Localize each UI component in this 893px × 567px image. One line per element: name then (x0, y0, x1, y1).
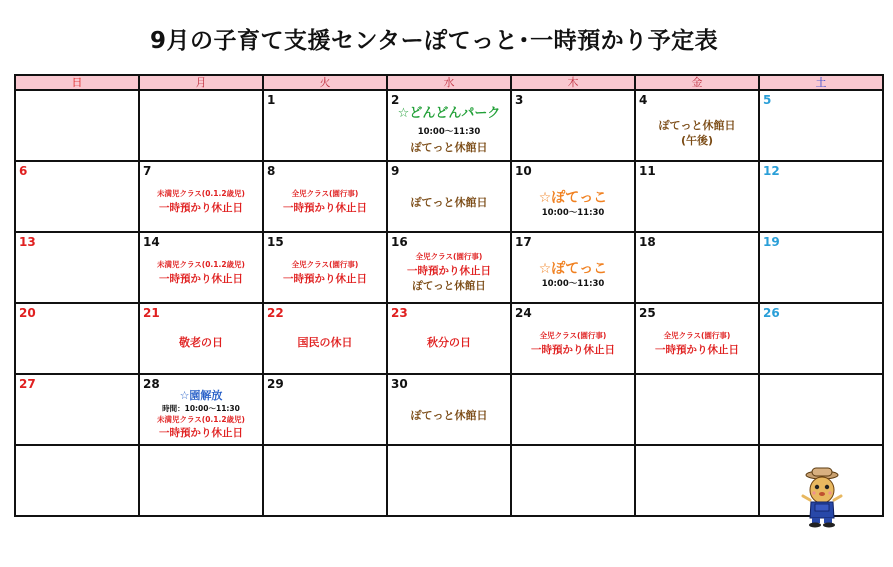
day-cell-23 (387, 303, 511, 374)
event-zenji-class: 全児クラス(園行事) (415, 252, 483, 261)
event-closed: ぽてっと休館日 (410, 196, 488, 209)
day-number: 4 (639, 93, 648, 107)
day-cell-6 (15, 161, 139, 232)
day-number: 27 (19, 377, 36, 391)
day-number: 23 (391, 306, 408, 320)
weekday-sun: 日 (15, 75, 139, 90)
day-cell-16 (387, 232, 511, 303)
event-closed: ぽてっと休館日 (658, 119, 736, 132)
day-number: 12 (763, 164, 780, 178)
day-cell-27 (15, 374, 139, 445)
event-enkaiho: ☆園解放 (179, 389, 223, 402)
weekday-header-row (15, 75, 883, 90)
day-number: 3 (515, 93, 524, 107)
event-ichiji-stop: 一時預かり休止日 (159, 202, 243, 214)
day-cell-19 (759, 232, 883, 303)
day-cell-26 (759, 303, 883, 374)
day-cell-15 (263, 232, 387, 303)
day-cell-empty (511, 374, 635, 445)
event-mimanji-class: 未満児クラス(0.1.2歳児) (157, 260, 245, 269)
day-number: 1 (267, 93, 276, 107)
day-number: 18 (639, 235, 656, 249)
day-number: 16 (391, 235, 408, 249)
day-number: 11 (639, 164, 656, 178)
event-zenji-class: 全児クラス(園行事) (291, 260, 359, 269)
week-row (15, 161, 883, 232)
event-ichiji-stop: 一時預かり休止日 (655, 344, 739, 356)
day-number: 26 (763, 306, 780, 320)
event-closed: ぽてっと休館日 (410, 141, 488, 154)
event-potekko: ☆ぽてっこ (538, 261, 608, 277)
day-cell-24 (511, 303, 635, 374)
event-holiday-keiro: 敬老の日 (179, 336, 223, 349)
event-holiday-shubun: 秋分の日 (427, 336, 471, 349)
day-number: 6 (19, 164, 28, 178)
day-cell-14 (139, 232, 263, 303)
day-cell-5 (759, 90, 883, 161)
event-zenji-class: 全児クラス(園行事) (663, 331, 731, 340)
day-number: 5 (763, 93, 772, 107)
day-cell-21 (139, 303, 263, 374)
potato-mascot-icon (800, 466, 844, 528)
day-cell-4 (635, 90, 759, 161)
day-cell-1 (263, 90, 387, 161)
event-dondon-park: ☆どんどんパーク (397, 106, 501, 121)
day-cell-22 (263, 303, 387, 374)
day-cell-empty (511, 445, 635, 516)
day-number: 29 (267, 377, 284, 391)
weekday-wed: 水 (387, 75, 511, 90)
event-ichiji-stop: 一時預かり休止日 (407, 265, 491, 277)
weekday-sat: 土 (759, 75, 883, 90)
day-number: 14 (143, 235, 160, 249)
day-cell-17 (511, 232, 635, 303)
event-zenji-class: 全児クラス(園行事) (539, 331, 607, 340)
day-number: 28 (143, 377, 160, 391)
week-row (15, 445, 883, 516)
day-number: 10 (515, 164, 532, 178)
day-cell-empty (759, 374, 883, 445)
event-time: 10:00～11:30 (541, 279, 605, 289)
day-cell-12 (759, 161, 883, 232)
day-number: 8 (267, 164, 276, 178)
day-cell-29 (263, 374, 387, 445)
day-number: 9 (391, 164, 400, 178)
week-row (15, 303, 883, 374)
weekday-thu: 木 (511, 75, 635, 90)
event-ichiji-stop: 一時預かり休止日 (283, 202, 367, 214)
day-cell-10 (511, 161, 635, 232)
day-cell-empty (15, 90, 139, 161)
day-cell-empty (387, 445, 511, 516)
day-number: 25 (639, 306, 656, 320)
day-cell-empty (635, 374, 759, 445)
weekday-fri: 金 (635, 75, 759, 90)
day-number: 24 (515, 306, 532, 320)
event-closed: ぽてっと休館日 (412, 280, 486, 292)
day-number: 7 (143, 164, 152, 178)
event-ichiji-stop: 一時預かり休止日 (283, 273, 367, 285)
day-cell-empty (15, 445, 139, 516)
event-ichiji-stop: 一時預かり休止日 (159, 427, 243, 439)
day-cell-8 (263, 161, 387, 232)
week-row (15, 232, 883, 303)
day-cell-20 (15, 303, 139, 374)
day-cell-empty (635, 445, 759, 516)
weekday-tue: 火 (263, 75, 387, 90)
day-number: 2 (391, 93, 400, 107)
event-closed: ぽてっと休館日 (410, 409, 488, 422)
day-cell-9 (387, 161, 511, 232)
event-mimanji-class: 未満児クラス(0.1.2歳児) (157, 415, 245, 424)
day-number: 30 (391, 377, 408, 391)
event-time: 10:00～11:30 (417, 127, 481, 137)
calendar-table (14, 74, 884, 517)
day-cell-7 (139, 161, 263, 232)
day-cell-3 (511, 90, 635, 161)
event-closed-afternoon: (午後) (680, 134, 714, 147)
day-cell-2 (387, 90, 511, 161)
day-number: 13 (19, 235, 36, 249)
day-cell-empty (139, 90, 263, 161)
day-cell-11 (635, 161, 759, 232)
day-cell-18 (635, 232, 759, 303)
day-number: 20 (19, 306, 36, 320)
day-cell-25 (635, 303, 759, 374)
week-row (15, 374, 883, 445)
weekday-mon: 月 (139, 75, 263, 90)
day-cell-13 (15, 232, 139, 303)
page-title: 9月の子育て支援センターぽてっと･一時預かり予定表 (150, 28, 719, 54)
day-cell-empty (139, 445, 263, 516)
day-number: 21 (143, 306, 160, 320)
event-ichiji-stop: 一時預かり休止日 (159, 273, 243, 285)
day-cell-empty (263, 445, 387, 516)
week-row (15, 90, 883, 161)
event-zenji-class: 全児クラス(園行事) (291, 189, 359, 198)
day-cell-30 (387, 374, 511, 445)
day-number: 15 (267, 235, 284, 249)
event-time: 10:00～11:30 (541, 208, 605, 218)
event-ichiji-stop: 一時預かり休止日 (531, 344, 615, 356)
day-cell-28 (139, 374, 263, 445)
event-potekko: ☆ぽてっこ (538, 190, 608, 206)
event-mimanji-class: 未満児クラス(0.1.2歳児) (157, 189, 245, 198)
day-number: 17 (515, 235, 532, 249)
event-holiday-kokumin: 国民の休日 (297, 336, 353, 349)
day-number: 19 (763, 235, 780, 249)
day-number: 22 (267, 306, 284, 320)
event-time: 時間：10:00～11:30 (162, 404, 240, 413)
